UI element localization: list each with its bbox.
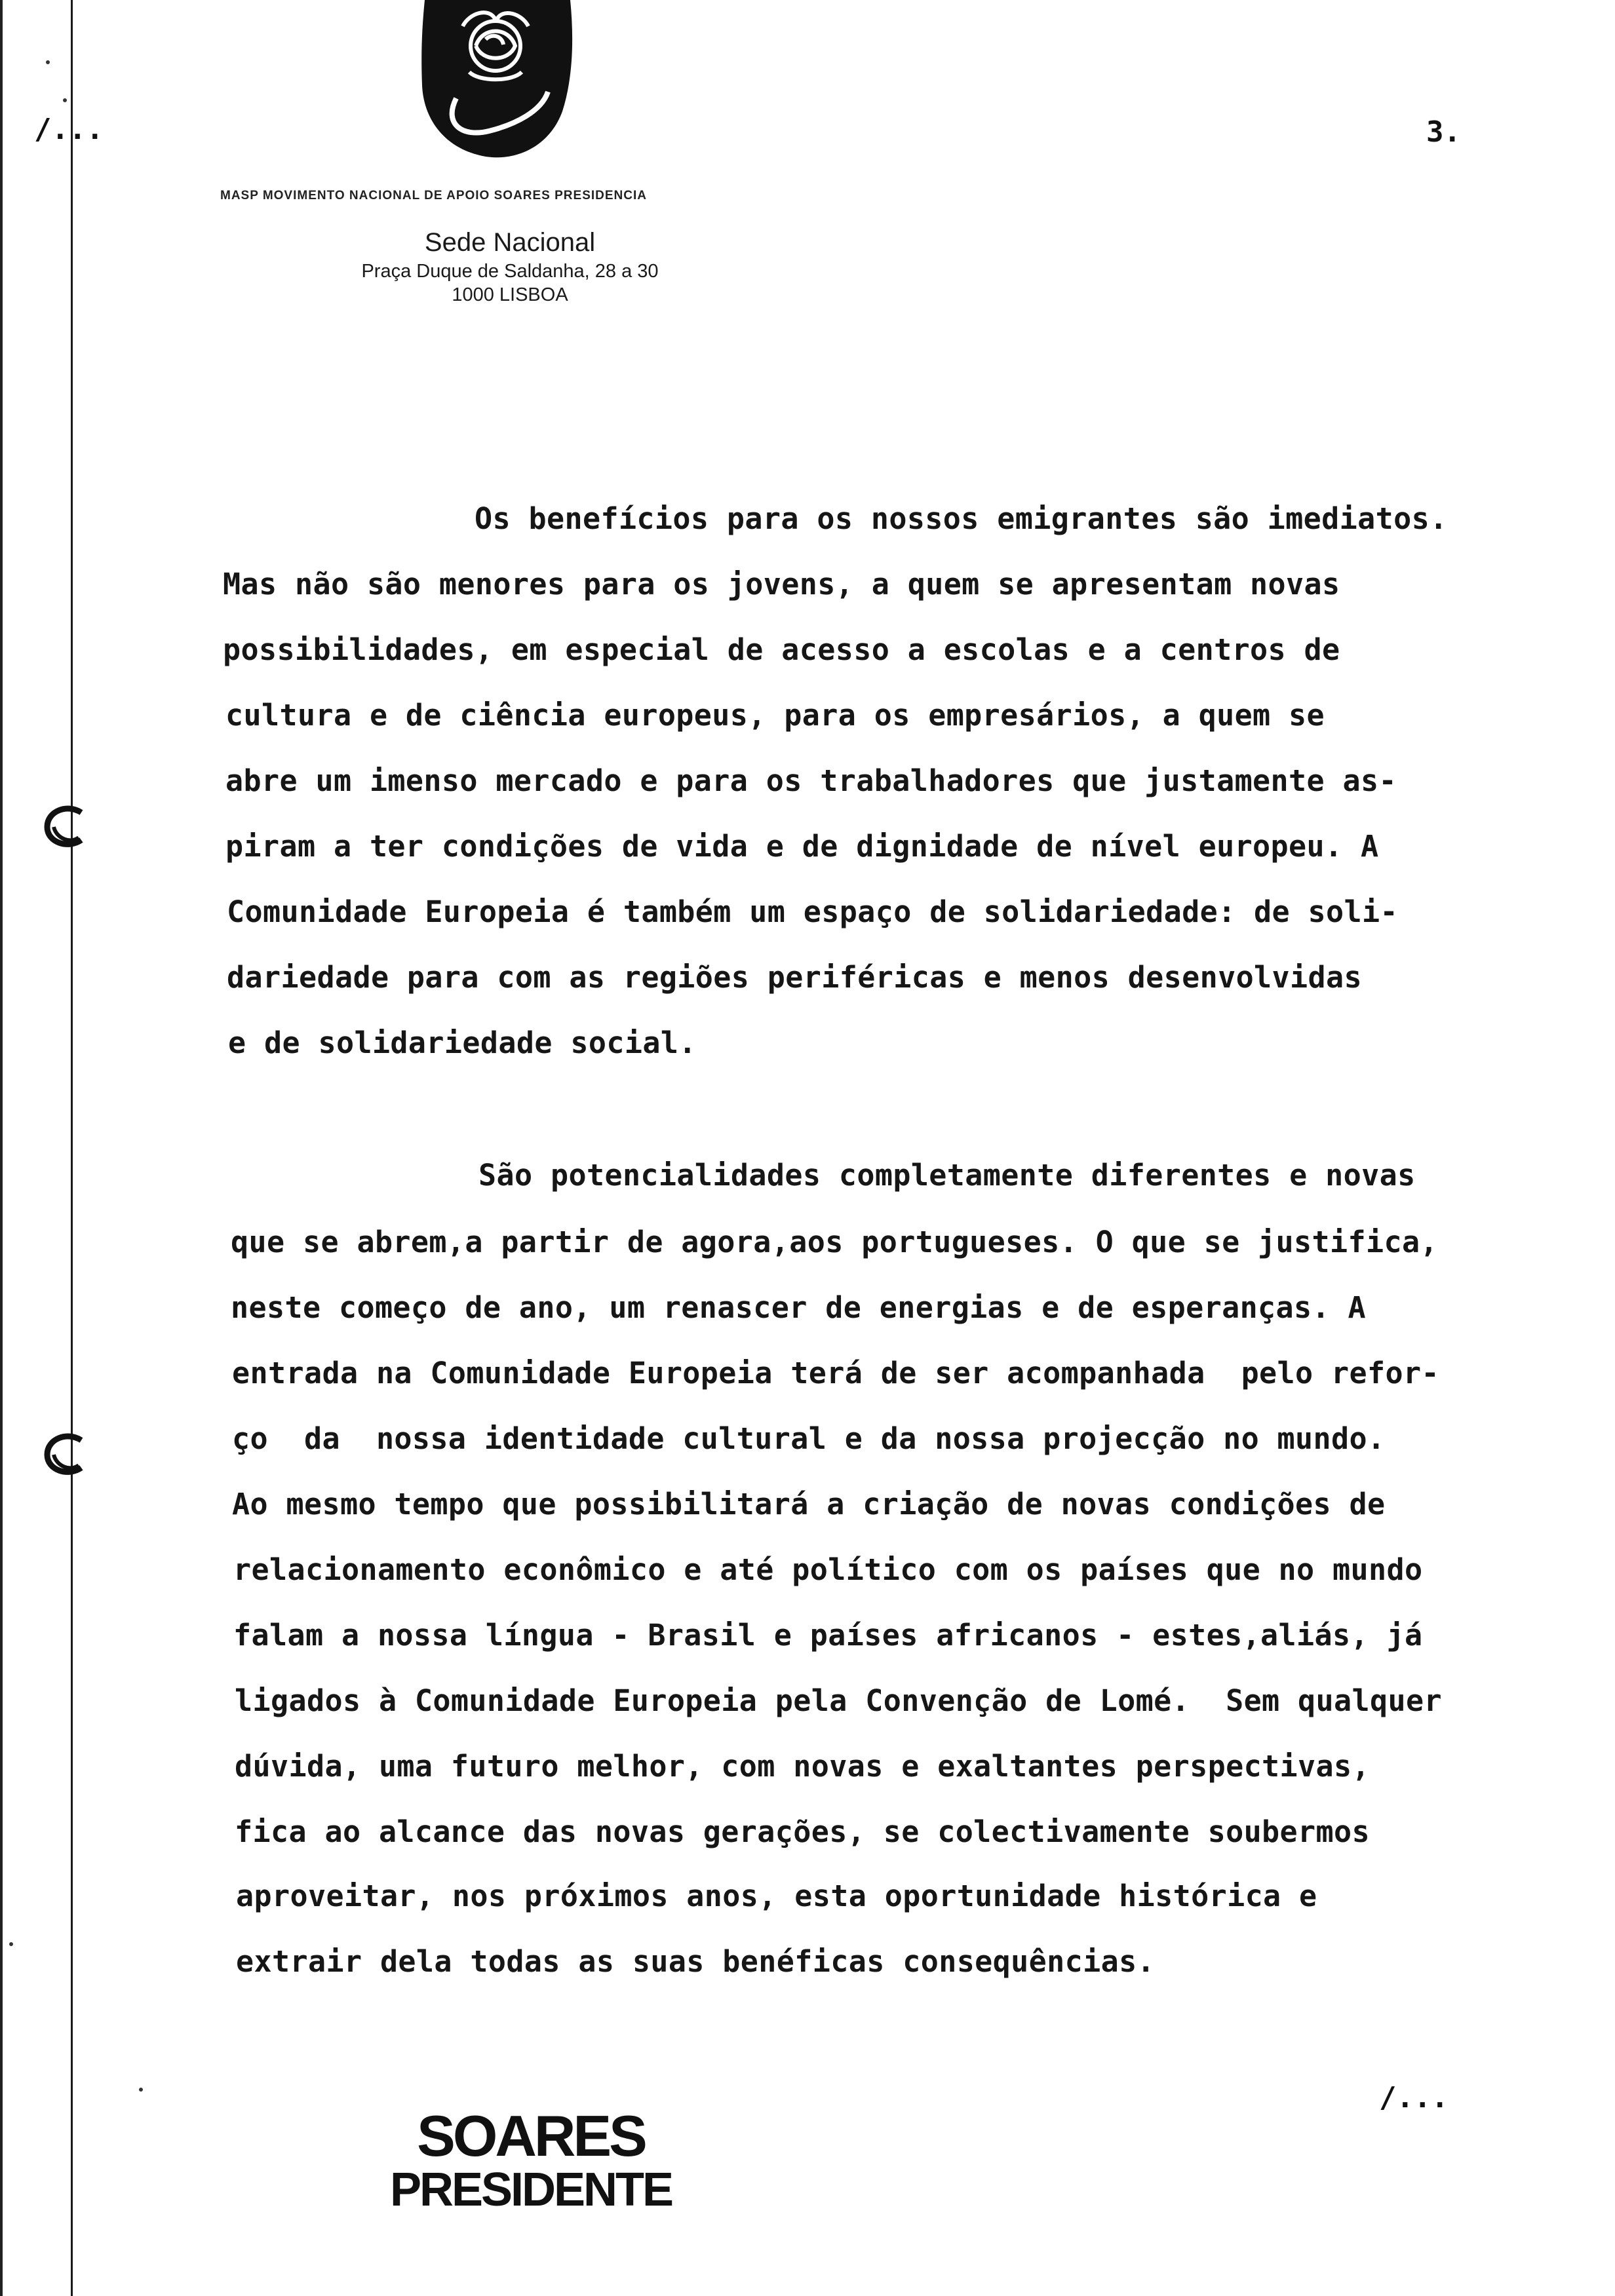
body-line: extrair dela todas as suas benéficas consequências.	[236, 1944, 1156, 1979]
body-line: piram a ter condições de vida e de dignidade de nível europeu. A	[225, 829, 1379, 864]
body-line: Comunidade Europeia é também um espaço de solidariedade: de soli-	[227, 894, 1398, 929]
body-line: ligados à Comunidade Europeia pela Convenção de Lomé. Sem qualquer	[235, 1683, 1442, 1718]
body-line: falam a nossa língua - Brasil e países africanos - estes,aliás, já	[233, 1618, 1423, 1653]
body-line: e de solidariedade social.	[228, 1025, 697, 1060]
body-line: entrada na Comunidade Europeia terá de ser acompanhada pelo refor-	[232, 1356, 1439, 1390]
left-continuation-mark: /...	[34, 113, 104, 146]
body-line: neste começo de ano, um renascer de energias e de esperanças. A	[231, 1290, 1367, 1325]
campaign-brand-name: SOARES	[417, 2103, 645, 2168]
body-line: cultura e de ciência europeus, para os empresários, a quem se	[225, 698, 1325, 733]
body-line: dúvida, uma futuro melhor, com novas e exaltantes perspectivas,	[235, 1749, 1371, 1784]
body-line: ço da nossa identidade cultural e da nossa projecção no mundo.	[232, 1421, 1386, 1456]
continuation-mark: /...	[1379, 2081, 1449, 2114]
body-line: aproveitar, nos próximos anos, esta oportunidade histórica e	[236, 1879, 1317, 1913]
city-line: 1000 LISBOA	[452, 284, 568, 305]
scan-speck	[63, 98, 67, 102]
body-line: abre um imenso mercado e para os trabalhadores que justamente as-	[225, 763, 1397, 798]
headquarters-title: Sede Nacional	[424, 228, 596, 257]
body-line: Ao mesmo tempo que possibilitará a criação de novas condições de	[232, 1487, 1386, 1521]
page-number: 3.	[1426, 115, 1461, 149]
rose-logo-icon	[417, 0, 578, 163]
binder-hole-icon	[41, 1428, 93, 1481]
body-line: Mas não são menores para os jovens, a quem se apresentam novas	[223, 567, 1340, 602]
body-line: São potencialidades completamente diferentes e novas	[478, 1158, 1416, 1193]
campaign-brand	[367, 2103, 695, 2216]
body-line: Os benefícios para os nossos emigrantes são imediatos.	[475, 501, 1448, 536]
page-left-edge	[0, 0, 3, 2296]
body-line: dariedade para com as regiões periféricas e menos desenvolvidas	[227, 960, 1363, 995]
body-line: relacionamento econômico e até político com os países que no mundo	[233, 1552, 1423, 1587]
scan-speck	[9, 1942, 13, 1946]
body-line: possibilidades, em especial de acesso a escolas e a centros de	[223, 632, 1340, 667]
body-line: fica ao alcance das novas gerações, se colectivamente soubermos	[235, 1814, 1371, 1849]
organization-name: MASP MOVIMENTO NACIONAL DE APOIO SOARES PRESIDENCIA	[220, 189, 647, 202]
address-line: Praça Duque de Saldanha, 28 a 30	[361, 261, 659, 282]
campaign-brand-title: PRESIDENTE	[389, 2164, 672, 2216]
body-line: que se abrem,a partir de agora,aos portugueses. O que se justifica,	[231, 1225, 1438, 1259]
scan-speck	[46, 60, 50, 64]
scan-speck	[139, 2088, 143, 2092]
binder-hole-icon	[41, 801, 93, 853]
binder-margin-line	[71, 0, 73, 2296]
